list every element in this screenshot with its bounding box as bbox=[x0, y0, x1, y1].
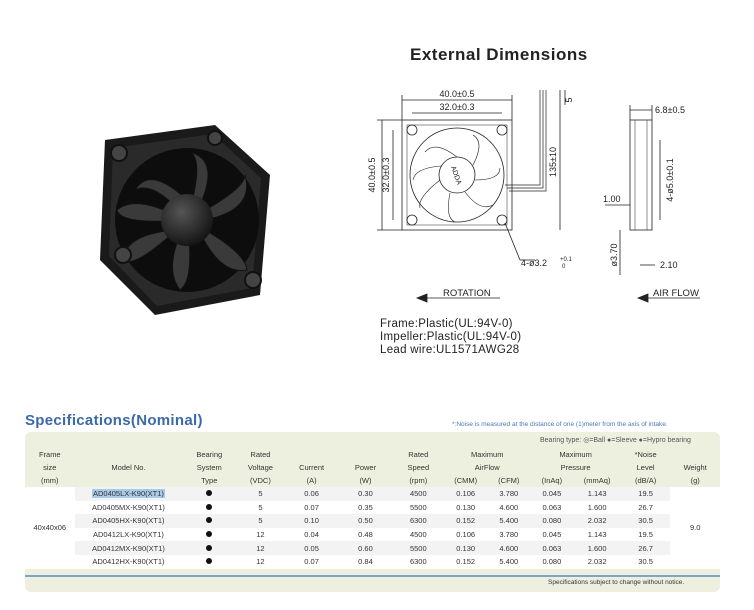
header-bearing: Bearing System Type bbox=[196, 450, 223, 485]
model-number[interactable]: AD0405MX-K90(XT1) bbox=[91, 502, 165, 512]
sleeve-bearing-icon bbox=[206, 517, 212, 523]
hole-tol-lower: 0 bbox=[562, 264, 566, 270]
hub-logo: ADDA bbox=[448, 165, 463, 186]
cell-cmm: 0.106 bbox=[456, 489, 476, 499]
cell-current: 0.07 bbox=[304, 557, 319, 567]
side-offset-label: 2.10 bbox=[660, 260, 678, 270]
header-cmm: (CMM) bbox=[454, 476, 478, 485]
dia-label: 4-ø5.0±0.1 bbox=[665, 158, 675, 202]
cell-voltage: 5 bbox=[258, 516, 263, 526]
header-inaq: (InAq) bbox=[541, 476, 563, 485]
cell-power: 0.60 bbox=[358, 543, 373, 553]
cell-noise: 19.5 bbox=[638, 489, 653, 499]
lead-length-label: 135±10 bbox=[548, 147, 558, 177]
hole-tol-upper: +0.1 bbox=[560, 257, 572, 263]
cell-speed: 6300 bbox=[409, 516, 427, 526]
cell-current: 0.05 bbox=[304, 543, 319, 553]
frame-material: Frame:Plastic(UL:94V-0) bbox=[380, 318, 513, 330]
weight-cell: 9.0 bbox=[670, 487, 720, 569]
table-row bbox=[25, 555, 720, 569]
external-dimensions-title: External Dimensions bbox=[410, 45, 588, 64]
header-mmaq: (mmAq) bbox=[583, 476, 611, 485]
cell-cmm: 0.130 bbox=[456, 543, 476, 553]
cell-power: 0.48 bbox=[358, 530, 373, 540]
model-number[interactable]: AD0412LX-K90(XT1) bbox=[93, 530, 164, 540]
impeller-material: Impeller:Plastic(UL:94V-0) bbox=[380, 331, 522, 343]
cell-cmm: 0.152 bbox=[456, 516, 476, 526]
header-voltage: Rated Voltage (VDC) bbox=[247, 450, 273, 485]
frame-size-cell: 40x40x06 bbox=[25, 487, 75, 569]
hole-label: 4-ø3.2 bbox=[521, 258, 548, 268]
cell-inaq: 0.045 bbox=[542, 530, 562, 540]
model-number[interactable]: AD0412MX-K90(XT1) bbox=[91, 543, 165, 553]
cell-voltage: 12 bbox=[256, 557, 265, 567]
cell-noise: 26.7 bbox=[638, 543, 653, 553]
cell-speed: 5500 bbox=[409, 502, 427, 512]
cell-power: 0.30 bbox=[358, 489, 373, 499]
header-power: Power (W) bbox=[354, 463, 377, 485]
model-number[interactable]: AD0412HX-K90(XT1) bbox=[92, 557, 165, 567]
specs-table bbox=[25, 448, 720, 569]
cell-cmm: 0.106 bbox=[456, 530, 476, 540]
cell-voltage: 12 bbox=[256, 530, 265, 540]
cell-current: 0.06 bbox=[304, 489, 319, 499]
gap-label: 1.00 bbox=[603, 194, 621, 204]
cell-power: 0.35 bbox=[358, 502, 373, 512]
fan-photo bbox=[95, 120, 280, 320]
cell-cfm: 5.400 bbox=[499, 557, 519, 567]
cell-inaq: 0.045 bbox=[542, 489, 562, 499]
cell-inaq: 0.080 bbox=[542, 557, 562, 567]
cell-noise: 26.7 bbox=[638, 502, 653, 512]
specs-table-body bbox=[25, 487, 720, 569]
cell-cmm: 0.152 bbox=[456, 557, 476, 567]
side-hole-label: ø3.70 bbox=[609, 243, 619, 267]
cell-mmaq: 1.600 bbox=[587, 543, 607, 553]
cell-mmaq: 1.600 bbox=[587, 502, 607, 512]
noise-note: *:Noise is measured at the distance of one (1)meter from the axis of intake. bbox=[452, 421, 668, 428]
table-row bbox=[25, 487, 720, 501]
sleeve-bearing-icon bbox=[206, 531, 212, 537]
width-label: 40.0±0.5 bbox=[439, 89, 475, 99]
lead-offset-label: 5 bbox=[564, 97, 574, 103]
table-row bbox=[25, 514, 720, 528]
header-speed: Rated Speed (rpm) bbox=[407, 450, 430, 485]
cell-cfm: 3.780 bbox=[499, 530, 519, 540]
cell-inaq: 0.063 bbox=[542, 543, 562, 553]
cell-mmaq: 1.143 bbox=[587, 489, 607, 499]
cell-speed: 5500 bbox=[409, 543, 427, 553]
cell-current: 0.07 bbox=[304, 502, 319, 512]
cell-noise: 30.5 bbox=[638, 557, 653, 567]
cell-noise: 30.5 bbox=[638, 516, 653, 526]
header-airflow: Maximum AirFlow bbox=[470, 450, 504, 472]
rotation-label: ROTATION bbox=[443, 288, 491, 299]
footer-divider bbox=[25, 575, 720, 577]
table-row bbox=[25, 541, 720, 555]
cell-inaq: 0.080 bbox=[542, 516, 562, 526]
cell-power: 0.50 bbox=[358, 516, 373, 526]
header-weight: Weight (g) bbox=[683, 463, 707, 485]
header-cfm: (CFM) bbox=[498, 476, 520, 485]
header-frame-size: Frame size (mm) bbox=[38, 450, 61, 485]
header-model: Model No. bbox=[111, 463, 146, 472]
height-label: 40.0±0.5 bbox=[367, 157, 377, 193]
cell-voltage: 5 bbox=[258, 489, 263, 499]
cell-speed: 6300 bbox=[409, 557, 427, 567]
dimension-drawing bbox=[355, 80, 735, 315]
footer-note: Specifications subject to change without notice. bbox=[548, 579, 685, 586]
depth-label: 6.8±0.5 bbox=[655, 105, 685, 115]
header-current: Current (A) bbox=[299, 463, 325, 485]
table-row bbox=[25, 528, 720, 542]
cell-mmaq: 1.143 bbox=[587, 530, 607, 540]
sleeve-bearing-icon bbox=[206, 504, 212, 510]
cell-cfm: 4.600 bbox=[499, 502, 519, 512]
cell-cfm: 4.600 bbox=[499, 543, 519, 553]
cell-cfm: 3.780 bbox=[499, 489, 519, 499]
cell-current: 0.10 bbox=[304, 516, 319, 526]
model-number[interactable]: AD0405LX-K90(XT1) bbox=[93, 489, 164, 499]
sleeve-bearing-icon bbox=[206, 490, 212, 496]
cell-power: 0.84 bbox=[358, 557, 373, 567]
sleeve-bearing-icon bbox=[206, 545, 212, 551]
cell-mmaq: 2.032 bbox=[587, 557, 607, 567]
cell-speed: 4500 bbox=[409, 530, 427, 540]
header-pressure: Maximum Pressure bbox=[559, 450, 592, 472]
cell-speed: 4500 bbox=[409, 489, 427, 499]
cell-noise: 19.5 bbox=[638, 530, 653, 540]
cell-current: 0.04 bbox=[304, 530, 319, 540]
cell-cfm: 5.400 bbox=[499, 516, 519, 526]
bearing-legend: Bearing type: ◎=Ball ●=Sleeve ●=Hypro bearing bbox=[540, 437, 691, 444]
cell-cmm: 0.130 bbox=[456, 502, 476, 512]
lead-material: Lead wire:UL1571AWG28 bbox=[380, 344, 520, 356]
cell-inaq: 0.063 bbox=[542, 502, 562, 512]
model-number[interactable]: AD0405HX-K90(XT1) bbox=[92, 516, 165, 526]
hole-spacing-v-label: 32.0±0.3 bbox=[381, 157, 391, 193]
cell-voltage: 12 bbox=[256, 543, 265, 553]
sleeve-bearing-icon bbox=[206, 558, 212, 564]
table-row bbox=[25, 501, 720, 515]
airflow-label: AIR FLOW bbox=[653, 288, 699, 299]
hole-spacing-label: 32.0±0.3 bbox=[439, 102, 475, 112]
cell-voltage: 5 bbox=[258, 502, 263, 512]
header-noise: *Noise Level (dB/A) bbox=[634, 450, 657, 485]
cell-mmaq: 2.032 bbox=[587, 516, 607, 526]
specs-title: Specifications(Nominal) bbox=[25, 412, 203, 429]
